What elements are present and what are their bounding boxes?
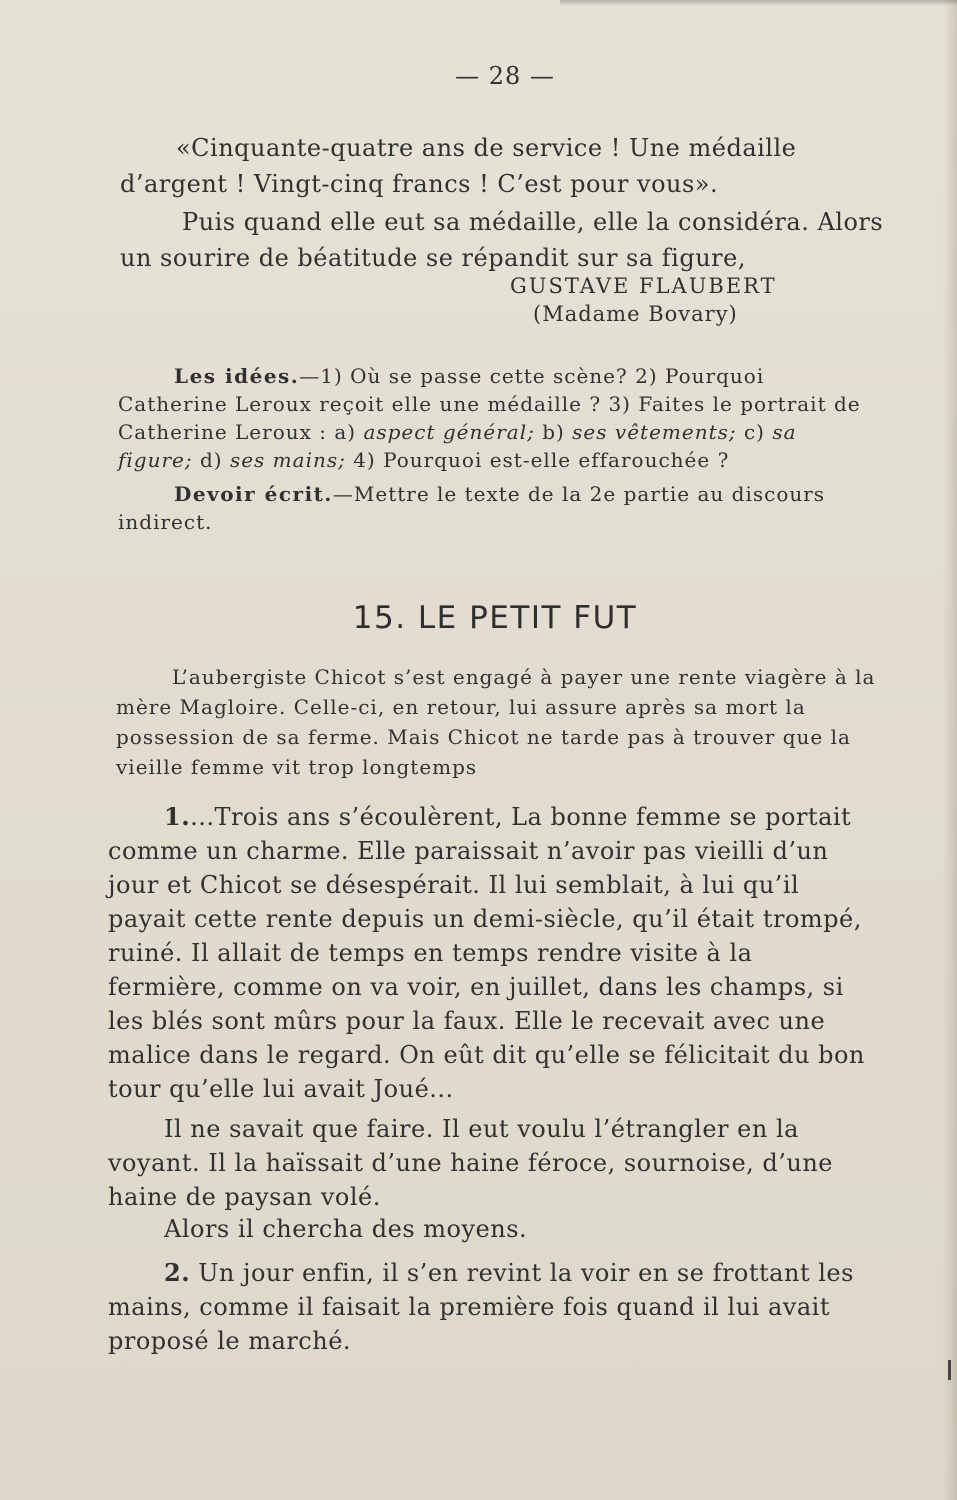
chapter-title: 15. LE PETIT FUT xyxy=(352,600,638,636)
section-1-text: ...Trois ans s’écoulèrent, La bonne femme se portait comme un charme. Elle paraissait n’avoir pas vieilli d’un jour et Chicot se désespérait. Il lui semblait, à lui qu’il payait cette rente depuis un demi-siècle, qu’il était trompé, ruiné. Il allait de temps en temps rendre visite à la fermière, comme on va voir, en juillet, dans les champs, si les blés sont mûrs pour la faux. Elle le recevait avec une malice dans le regard. On eût dit qu’elle se félicitait du bon tour qu’elle lui avait Joué... xyxy=(108,803,865,1103)
devoir-exercise xyxy=(118,480,874,536)
attribution-work: (Madame Bovary) xyxy=(533,302,738,326)
section-2-paragraph xyxy=(108,1256,868,1358)
reaction-paragraph: Puis quand elle eut sa médaille, elle la considéra. Alors un sourire de béatitude se répandit sur sa figure, xyxy=(120,208,884,272)
devoir-heading: Devoir écrit. xyxy=(174,482,333,506)
page-number: — 28 — xyxy=(455,62,555,90)
ideas-heading: Les idées. xyxy=(174,364,300,388)
hate-paragraph: Il ne savait que faire. Il eut voulu l’étrangler en la voyant. Il la haïssait d’une haine féroce, sournoise, d’une haine de paysan volé. xyxy=(108,1115,834,1211)
means-paragraph: Alors il chercha des moyens. xyxy=(164,1215,528,1243)
section-2-text: Un jour enfin, il s’en revint la voir en se frottant les mains, comme il faisait la première fois quand il lui avait proposé le marché. xyxy=(108,1259,854,1355)
ideas-figure: sa figure; xyxy=(118,420,797,472)
attribution-author: GUSTAVE FLAUBERT xyxy=(510,274,777,298)
page-top-edge xyxy=(560,0,957,6)
ideas-text-end: 4) Pourquoi est-elle effarouchée ? xyxy=(345,448,730,472)
ideas-text-1: —1) Où se passe cette scène? 2) Pourquoi Catherine Leroux reçoit elle une médaille ? 3) Faites le portrait de Catherine Leroux : a) xyxy=(118,364,861,444)
chapter-intro: L’aubergiste Chicot s’est engagé à payer une rente viagère à la mère Magloire. Celle-ci, en retour, lui assure après sa mort la possession de sa ferme. Mais Chicot ne tarde pas à trouver que la vieille femme vit trop longtemps xyxy=(116,665,876,779)
ideas-label-b: b) xyxy=(534,420,573,444)
ideas-label-d: d) xyxy=(192,448,230,472)
ideas-mains: ses mains; xyxy=(229,448,346,472)
margin-mark xyxy=(948,1360,951,1380)
ideas-label-c: c) xyxy=(736,420,773,444)
ideas-vetements: ses vêtements; xyxy=(572,420,737,444)
section-1-number: 1. xyxy=(164,802,191,831)
ideas-exercise xyxy=(118,362,874,474)
devoir-text: —Mettre le texte de la 2e partie au discours indirect. xyxy=(118,482,826,534)
ideas-aspect: aspect général; xyxy=(363,420,535,444)
page-right-edge xyxy=(943,0,957,1500)
section-1-paragraph xyxy=(108,800,868,1106)
quote-paragraph: «Cinquante-quatre ans de service ! Une médaille d’argent ! Vingt-cinq francs ! C’est pour vous». xyxy=(120,134,797,198)
section-2-number: 2. xyxy=(164,1258,191,1287)
